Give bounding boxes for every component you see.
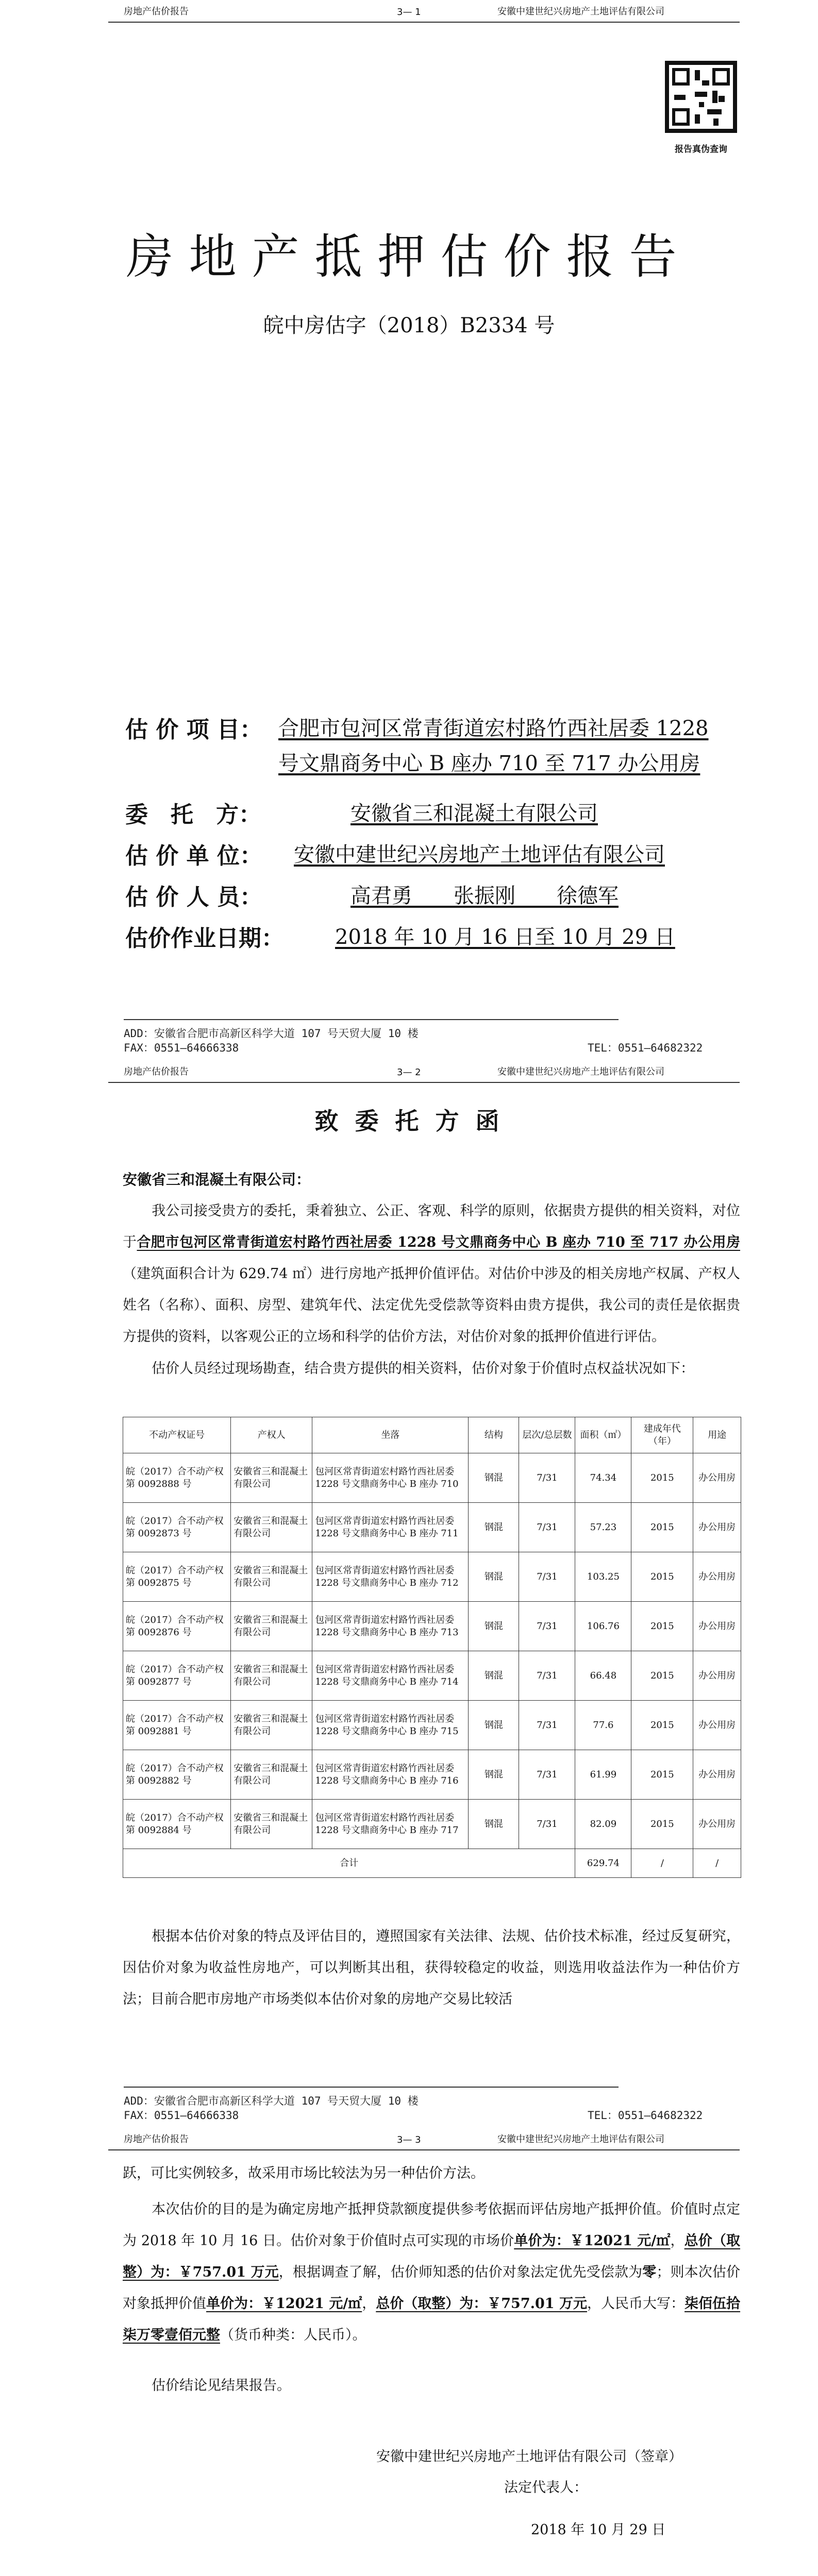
letter-page: [0, 1060, 818, 2122]
value-project-line2: 号文鼎商务中心 B 座办 710 至 717 办公用房: [278, 752, 700, 775]
letter-paragraph-5: 本次估价的目的是为确定房地产抵押贷款额度提供参考依据而评估房地产抵押价值。价值时点定为 2018 年 10 月 16 日。估价对象于价值时点可实现的市场价单价为：￥12021 元/㎡，总价（取整）为：￥757.01 万元，根据调查了解，估价师知悉的估价对象法定优先受偿款为零；则本次估价对象抵押价值单价为：￥12021 元/㎡，总价（取整）为：￥757.01 万元，人民币大写：柒佰伍拾柒万零壹佰元整（货币种类：人民币）。: [123, 2201, 741, 2343]
header-company: 安徽中建世纪兴房地产土地评估有限公司: [497, 6, 664, 17]
cover-page: [0, 0, 818, 1054]
table-header-row: [123, 1417, 741, 1453]
header-page-no: 3— 2: [397, 1067, 421, 1078]
table-row: 皖（2017）合不动产权第 0092881 号 安徽省三和混凝土有限公司 包河区常青街道宏村路竹西社居委 1228 号文鼎商务中心 B 座办 715 钢混 7/31 77.6 2015 办公用房: [123, 1701, 741, 1750]
property-table: [123, 1417, 741, 1878]
footer-tel: TEL：0551—64682322: [588, 2109, 703, 2122]
label-work-date: 估价作业日期：: [125, 925, 284, 952]
report-title: 房地产抵押估价报告: [126, 229, 692, 284]
header-page-no: 3— 3: [397, 2134, 421, 2145]
label-project: 估 价 项 目：: [125, 717, 262, 743]
header-company: 安徽中建世纪兴房地产土地评估有限公司: [497, 2134, 664, 2145]
letter-paragraph-2: 估价人员经过现场勘查，结合贵方提供的相关资料，估价对象于价值时点权益状况如下：: [152, 1361, 694, 1377]
footer-tel: TEL：0551—64682322: [588, 1042, 703, 1054]
value-work-date: 2018 年 10 月 16 日至 10 月 29 日: [335, 925, 675, 949]
table-row: 皖（2017）合不动产权第 0092875 号 安徽省三和混凝土有限公司 包河区常青街道宏村路竹西社居委 1228 号文鼎商务中心 B 座办 712 钢混 7/31 103.25 2015 办公用房: [123, 1552, 741, 1602]
table-row: 皖（2017）合不动产权第 0092876 号 安徽省三和混凝土有限公司 包河区常青街道宏村路竹西社居委 1228 号文鼎商务中心 B 座办 713 钢混 7/31 106.76 2015 办公用房: [123, 1602, 741, 1651]
footer-fax: FAX：0551—64666338: [124, 2109, 239, 2122]
table-header-cell: 面积（㎡）: [575, 1417, 631, 1453]
running-header: [108, 0, 740, 23]
qr-caption: 报告真伪查询: [675, 144, 727, 155]
letter-paragraph-3: 根据本估价对象的特点及评估目的，遵照国家有关法律、法规、估价技术标准，经过反复研究，因估价对象为收益性房地产，可以判断其出租，获得较稳定的收益，则选用收益法作为一种估价方法；目前合肥市房地产市场类似本估价对象的房地产交易比较活: [123, 1928, 740, 2007]
table-header-cell: 用途: [693, 1417, 741, 1453]
footer-address: ADD：安徽省合肥市高新区科学大道 107 号天贸大厦 10 楼: [124, 2095, 419, 2107]
value-project-line1: 合肥市包河区常青街道宏村路竹西社居委 1228: [278, 717, 709, 740]
footer-fax: FAX：0551—64666338: [124, 1042, 239, 1054]
label-appraisers: 估 价 人 员：: [125, 884, 262, 910]
label-client: 委 托 方：: [125, 802, 261, 828]
report-number: 皖中房估字（2018）B2334 号: [263, 314, 555, 337]
header-org: 房地产估价报告: [124, 1066, 189, 1077]
table-row: 皖（2017）合不动产权第 0092888 号 安徽省三和混凝土有限公司 包河区常青街道宏村路竹西社居委 1228 号文鼎商务中心 B 座办 710 钢混 7/31 74.34 2015 办公用房: [123, 1453, 741, 1503]
table-row: 皖（2017）合不动产权第 0092873 号 安徽省三和混凝土有限公司 包河区常青街道宏村路竹西社居委 1228 号文鼎商务中心 B 座办 711 钢混 7/31 57.23 2015 办公用房: [123, 1503, 741, 1552]
letter-title: 致 委 托 方 函: [314, 1107, 504, 1135]
signature-company: 安徽中建世纪兴房地产土地评估有限公司（签章）: [376, 2449, 682, 2465]
table-header-cell: 结构: [469, 1417, 519, 1453]
header-org: 房地产估价报告: [124, 6, 189, 17]
letter-paragraph-1: 我公司接受贵方的委托，秉着独立、公正、客观、科学的原则，依据贵方提供的相关资料，对位于合肥市包河区常青街道宏村路竹西社居委 1228 号文鼎商务中心 B 座办 710 至 717 办公用房（建筑面积合计为 629.74 ㎡）进行房地产抵押价值评估。对估价中涉及的相关房地产权属、产权人姓名（名称）、面积、房型、建筑年代、法定优先受偿款等资料由贵方提供，我公司的责任是依据贵方提供的资料，以客观公正的立场和科学的估价方法，对估价对象的抵押价值进行评估。: [123, 1203, 740, 1345]
value-appraiser-unit: 安徽中建世纪兴房地产土地评估有限公司: [294, 843, 665, 867]
signature-date: 2018 年 10 月 29 日: [531, 2522, 666, 2538]
table-header-cell: 层次/总层数: [519, 1417, 575, 1453]
table-row: 皖（2017）合不动产权第 0092882 号 安徽省三和混凝土有限公司 包河区常青街道宏村路竹西社居委 1228 号文鼎商务中心 B 座办 716 钢混 7/31 61.99 2015 办公用房: [123, 1750, 741, 1800]
table-total-row: 合计 629.74 / /: [123, 1849, 741, 1878]
letter-paragraph-6: 估价结论见结果报告。: [152, 2378, 291, 2394]
value-appraisers: 高君勇 张振刚 徐德军: [350, 884, 619, 908]
table-row: 皖（2017）合不动产权第 0092877 号 安徽省三和混凝土有限公司 包河区常青街道宏村路竹西社居委 1228 号文鼎商务中心 B 座办 714 钢混 7/31 66.48 2015 办公用房: [123, 1651, 741, 1701]
header-org: 房地产估价报告: [124, 2134, 189, 2145]
table-header-cell: 产权人: [231, 1417, 312, 1453]
running-header: [108, 2128, 740, 2150]
value-client: 安徽省三和混凝土有限公司: [350, 802, 598, 825]
label-appraiser-unit: 估 价 单 位：: [125, 843, 262, 869]
table-row: 皖（2017）合不动产权第 0092884 号 安徽省三和混凝土有限公司 包河区常青街道宏村路竹西社居委 1228 号文鼎商务中心 B 座办 717 钢混 7/31 82.09 2015 办公用房: [123, 1800, 741, 1849]
qr-code-icon[interactable]: [665, 61, 737, 133]
letter-salutation: 安徽省三和混凝土有限公司：: [123, 1171, 311, 1188]
running-header: [108, 1060, 740, 1083]
signature-representative: 法定代表人：: [504, 2480, 588, 2496]
header-page-no: 3— 1: [397, 7, 421, 18]
letter-paragraph-4: 跃，可比实例较多，故采用市场比较法为另一种估价方法。: [123, 2165, 485, 2181]
footer-address: ADD：安徽省合肥市高新区科学大道 107 号天贸大厦 10 楼: [124, 1027, 419, 1040]
letter-page-continued: [0, 2128, 818, 2576]
header-company: 安徽中建世纪兴房地产土地评估有限公司: [497, 1066, 664, 1077]
table-header-cell: 坐落: [312, 1417, 469, 1453]
table-header-cell: 建成年代（年）: [631, 1417, 693, 1453]
table-header-cell: 不动产权证号: [123, 1417, 231, 1453]
